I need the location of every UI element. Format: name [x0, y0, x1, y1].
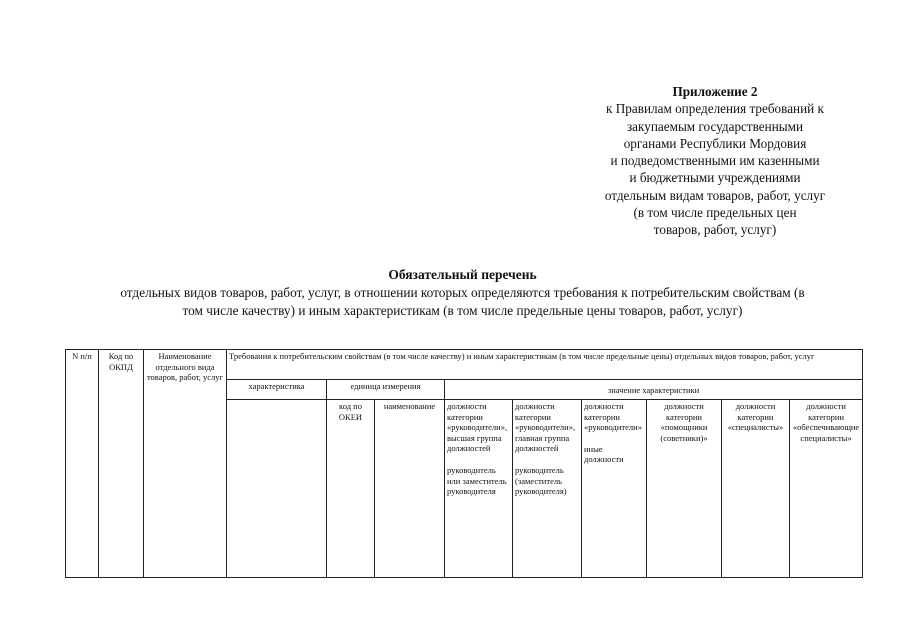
- header-okei-code: код по ОКЕИ: [327, 400, 375, 578]
- category-other-position: иные должности: [584, 443, 624, 465]
- document-title: Обязательный перечень: [388, 267, 537, 282]
- header-characteristic: характеристика: [227, 380, 327, 400]
- header-category-support: должности категории «обеспечивающие специалисты»: [790, 400, 863, 578]
- appendix-line: отдельным видам товаров, работ, услуг: [604, 187, 826, 203]
- requirements-table: [65, 349, 863, 578]
- document-subtitle-line-1: отдельных видов товаров, работ, услуг, в отношении которых определяются требования к потребительским свойствам (в: [120, 285, 805, 300]
- appendix-line: (в том числе предельных цен: [633, 205, 797, 221]
- appendix-line: органами Республики Мордовия: [623, 135, 807, 151]
- header-category-main: [513, 400, 582, 578]
- header-unit: единица измерения: [327, 380, 445, 400]
- header-category-other: [582, 400, 647, 578]
- appendix-line: товаров, работ, услуг): [653, 222, 777, 238]
- document-heading: [60, 266, 865, 320]
- header-category-specialists: должности категории «специалисты»: [722, 400, 790, 578]
- header-value: значение характеристики: [445, 380, 863, 400]
- category-main-group: должности категории «руководители», главная группа должностей: [515, 401, 576, 454]
- header-item-name: Наименование отдельного вида товаров, работ, услуг: [144, 350, 227, 578]
- category-highest-group: должности категории «руководители», высшая группа должностей: [447, 401, 508, 454]
- appendix-line: закупаемым государственными: [626, 118, 804, 134]
- header-category-highest: [445, 400, 513, 578]
- appendix-line: и подведомственными им казенными: [610, 153, 820, 169]
- header-requirements: Требования к потребительским свойствам (в том числе качеству) и иным характеристикам (в том числе предельные цены) отдельных видов товаров, работ, услуг: [227, 350, 863, 380]
- header-number: N п/п: [66, 350, 99, 578]
- category-other-group: должности категории «руководители»: [584, 401, 642, 433]
- category-highest-position: руководитель или заместитель руководителя: [447, 464, 507, 497]
- header-unit-name: наименование: [375, 400, 445, 578]
- appendix-line: к Правилам определения требований к: [606, 101, 824, 117]
- appendix-block: [570, 83, 860, 239]
- characteristic-cell: [227, 400, 327, 578]
- header-okpd-code: Код по ОКПД: [99, 350, 144, 578]
- category-main-position: руководитель (заместитель руководителя): [515, 464, 567, 497]
- header-category-assistants: должности категории «помощники (советники)»: [647, 400, 722, 578]
- appendix-line: и бюджетными учреждениями: [629, 170, 801, 186]
- appendix-title: Приложение 2: [672, 84, 758, 99]
- document-subtitle-line-2: том числе качеству) и иным характеристикам (в том числе предельные цены товаров, работ, услуг): [182, 303, 743, 318]
